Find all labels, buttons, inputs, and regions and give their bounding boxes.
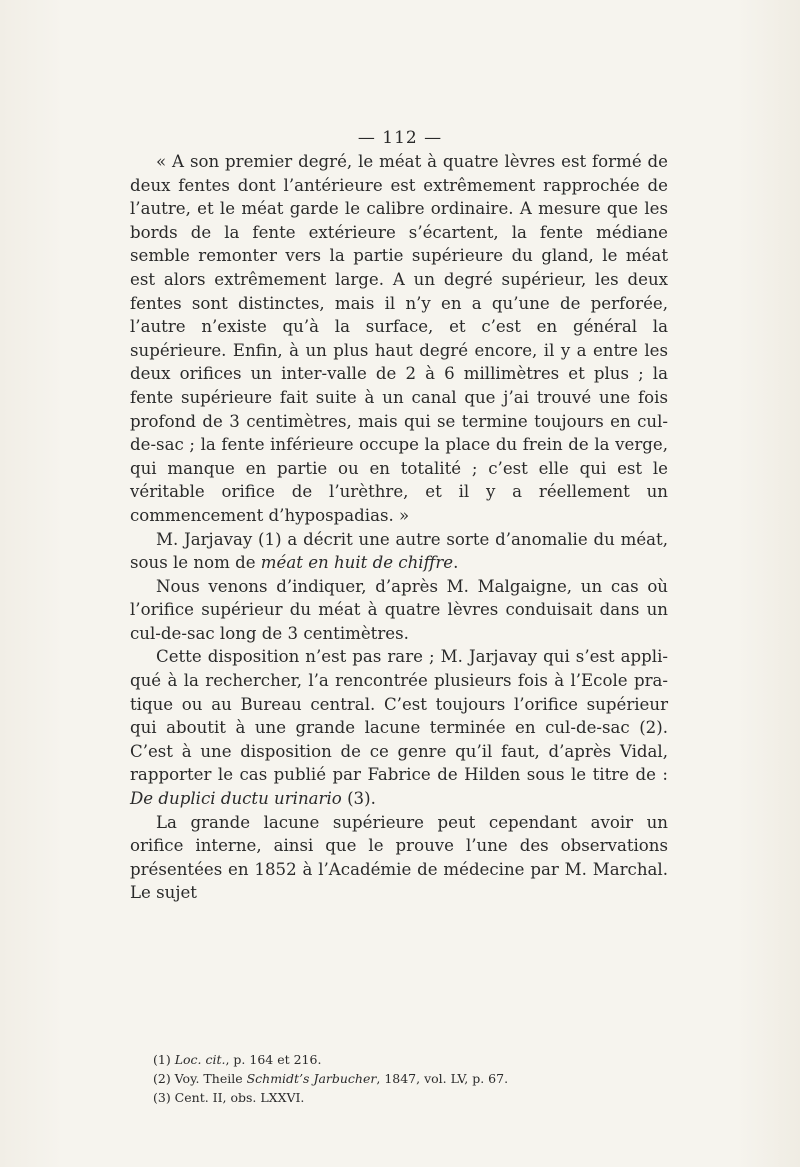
footnote-2: (2) Voy. Theile Schmidt’s Jarbucher, 1847, vol. LV, p. 67. [153, 1071, 509, 1086]
body-text [130, 150, 668, 905]
italic-title: De duplici ductu urinario [130, 789, 342, 809]
footnotes [153, 1050, 673, 1107]
page-number: — 112 — [357, 128, 443, 148]
paragraph-3: Nous venons d’indiquer, d’après M. Malgaigne, un cas où l’orifice supérieur du méat à quatre lèvres conduisait dans un cul-de-sac long de 3 centimètres. [130, 576, 668, 643]
italic-term: méat en huit de chiffre [260, 553, 454, 573]
paragraph-5: La grande lacune supérieure peut cependant avoir un orifice interne, ainsi que le prouve l’une des observations présentées en 1852 à l’Académie de médecine par M. Marchal. Le sujet [130, 812, 668, 903]
footnote-1: (1) Loc. cit., p. 164 et 216. [153, 1052, 322, 1067]
paragraph-2: M. Jarjavay (1) a décrit une autre sorte d’anomalie du méat, sous le nom de méat en huit de chiffre. [130, 529, 668, 573]
paragraph-4: Cette disposition n’est pas rare ; M. Jarjavay qui s’est appli-qué à la rechercher, l’a rencontrée plusieurs fois à l’Ecole pra-tique ou au Bureau central. C’est toujours l’orifice supérieur qui aboutit à une grande lacune terminée en cul-de-sac (2). C’est à une disposition de ce genre qu’il faut, d’après Vidal, rapporter le cas publié par Fabrice de Hilden sous le titre de : De duplici ductu urinario (3). [130, 647, 668, 809]
paragraph-1: « A son premier degré, le méat à quatre lèvres est formé de deux fentes dont l’antérieure est extrêmement rapprochée de l’autre, et le méat garde le calibre ordinaire. A mesure que les bords de la fente extérieure s’écartent, la fente médiane semble remonter vers la partie supérieure du gland, le méat est alors extrêmement large. A un degré supérieur, les deux fentes sont distinctes, mais il n’y en a qu’une de perforée, l’autre n’existe qu’à la surface, et c’est en général la supérieure. Enfin, à un plus haut degré encore, il y a entre les deux orifices un inter-valle de 2 à 6 millimètres et plus ; la fente supérieure fait suite à un canal que j’ai trouvé une fois profond de 3 centimètres, mais qui se termine toujours en cul-de-sac ; la fente inférieure occupe la place du frein de la verge, qui manque en partie ou en totalité ; c’est elle qui est le véritable orifice de l’urèthre, et il y a réellement un commencement d’hypospadias. » [130, 152, 668, 525]
footnote-3: (3) Cent. II, obs. LXXVI. [153, 1090, 305, 1105]
